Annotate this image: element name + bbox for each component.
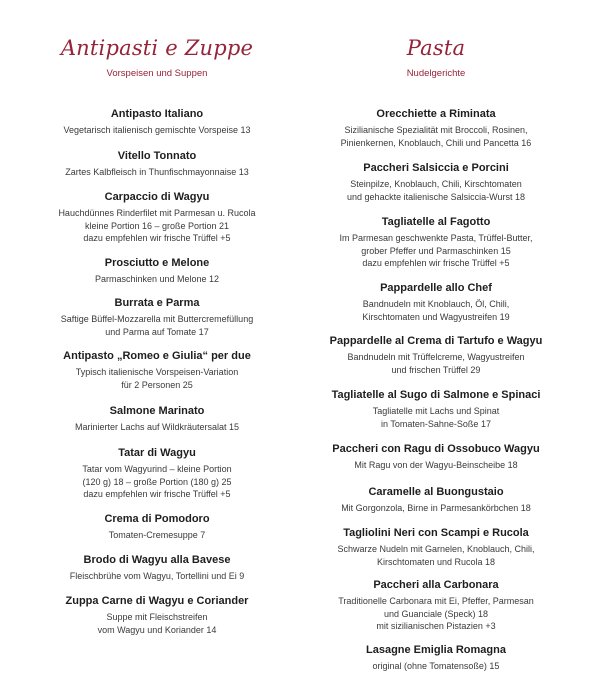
item-desc-line: Tagliatelle mit Lachs und Spinat	[372, 406, 500, 416]
item-desc-line: dazu empfehlen wir frische Trüffel +5	[83, 489, 231, 499]
item-desc-line: Typisch italienische Vorspeisen-Variation	[75, 367, 239, 377]
menu-item	[20, 149, 294, 179]
item-desc-line: kleine Portion 16 – große Portion 21	[84, 220, 230, 231]
section-subtitle: Vorspeisen und Suppen	[106, 68, 208, 79]
item-desc-line: Bandnudeln mit Trüffelcreme, Wagyustreifen	[347, 352, 525, 362]
item-name: Caramelle al Buongustaio	[368, 486, 504, 498]
item-desc-line: Tatar vom Wagyurind – kleine Portion	[82, 464, 232, 474]
item-name: Prosciutto e Melone	[104, 257, 210, 269]
menu-item	[300, 161, 572, 203]
item-desc	[300, 595, 572, 633]
item-desc-line: dazu empfehlen wir frische Trüffel +5	[83, 233, 231, 243]
menu-item	[300, 107, 572, 149]
menu-item	[20, 296, 294, 338]
item-desc-line: Zartes Kalbfleisch in Thunfischmayonnaise 13	[65, 167, 249, 177]
item-desc	[300, 405, 572, 430]
item-desc-line: Vegetarisch italienisch gemischte Vorspeise 13	[63, 125, 251, 135]
item-name: Lasagne Emiglia Romagna	[366, 644, 506, 656]
menu-item	[20, 446, 294, 501]
menu-item	[300, 442, 572, 472]
item-desc-line: Tomaten-Cremesuppe 7	[108, 530, 206, 540]
menu-item	[20, 256, 294, 286]
item-name: Crema di Pomodoro	[104, 513, 210, 525]
item-desc	[300, 543, 572, 568]
item-desc	[20, 313, 294, 338]
item-name: Paccheri Salsiccia e Porcini	[363, 162, 509, 174]
item-desc-line: Mit Gorgonzola, Birne in Parmesankörbchen 18	[341, 503, 531, 513]
item-desc	[300, 178, 572, 203]
menu-item	[300, 485, 572, 515]
item-name: Carpaccio di Wagyu	[104, 191, 210, 203]
item-desc-line: Steinpilze, Knoblauch, Chili, Kirschtomaten	[350, 179, 522, 189]
item-name: Pappardelle al Crema di Tartufo e Wagyu	[329, 335, 543, 347]
item-desc-line: vom Wagyu und Koriander 14	[97, 624, 217, 635]
item-desc-line: Fleischbrühe vom Wagyu, Tortellini und Ei 9	[69, 571, 245, 581]
item-desc	[20, 463, 294, 501]
item-desc-line: Traditionelle Carbonara mit Ei, Pfeffer, Parmesan	[338, 596, 534, 606]
item-name: Pappardelle allo Chef	[380, 282, 492, 294]
item-desc-line: in Tomaten-Sahne-Soße 17	[381, 418, 491, 429]
item-desc-line: Schwarze Nudeln mit Garnelen, Knoblauch, Chili,	[337, 544, 535, 554]
item-desc	[20, 366, 294, 391]
item-desc-line: und Parma auf Tomate 17	[105, 326, 209, 337]
menu-item	[300, 215, 572, 270]
item-desc-line: Marinierter Lachs auf Wildkräutersalat 15	[74, 422, 240, 432]
item-desc	[300, 351, 572, 376]
item-desc-line: mit sizilianischen Pistazien +3	[376, 621, 496, 631]
item-desc-line: Pinienkernen, Knoblauch, Chili und Pancetta 16	[340, 137, 532, 148]
menu-item	[20, 349, 294, 391]
item-name: Tagliatelle al Fagotto	[381, 216, 491, 228]
item-desc-line: und Guanciale (Speck) 18	[383, 608, 489, 619]
section-title: Pasta	[406, 36, 466, 60]
menu-item	[20, 594, 294, 636]
item-desc-line: Kirschtomaten und Wagyustreifen 19	[362, 311, 510, 322]
item-name: Salmone Marinato	[109, 405, 205, 417]
item-name: Burrata e Parma	[114, 297, 200, 309]
section-title: Antipasti e Zuppe	[60, 36, 254, 60]
item-desc-line: und gehackte italienische Salsiccia-Wurst 18	[347, 191, 525, 202]
menu-item	[20, 190, 294, 245]
item-name: Vitello Tonnato	[117, 150, 197, 162]
item-desc-line: Mit Ragu von der Wagyu-Beinscheibe 18	[354, 460, 518, 470]
item-desc-line: original (ohne Tomatensoße) 15	[372, 661, 500, 671]
menu-item	[20, 404, 294, 434]
item-desc	[20, 207, 294, 245]
item-name: Tatar di Wagyu	[118, 447, 196, 459]
section-subtitle: Nudelgerichte	[406, 68, 466, 79]
menu-item	[300, 334, 572, 376]
menu-item	[20, 107, 294, 137]
item-name: Antipasto „Romeo e Giulia“ per due	[63, 350, 251, 362]
item-name: Paccheri alla Carbonara	[373, 579, 499, 591]
item-desc-line: (120 g) 18 – große Portion (180 g) 25	[82, 476, 232, 487]
item-desc-line: Saftige Büffel-Mozzarella mit Buttercremefüllung	[60, 314, 254, 324]
item-desc-line: Hauchdünnes Rinderfilet mit Parmesan u. Rucola	[58, 208, 256, 218]
menu-item	[300, 643, 572, 673]
item-desc-line: Suppe mit Fleischstreifen	[106, 612, 208, 622]
item-desc-line: Sizilianische Spezialität mit Broccoli, Rosinen,	[344, 125, 528, 135]
item-desc-line: für 2 Personen 25	[121, 379, 193, 390]
item-name: Antipasto Italiano	[110, 108, 204, 120]
item-name: Paccheri con Ragu di Ossobuco Wagyu	[332, 443, 540, 455]
menu-item	[20, 553, 294, 583]
item-desc	[300, 232, 572, 270]
item-name: Brodo di Wagyu alla Bavese	[83, 554, 231, 566]
item-name: Tagliolini Neri con Scampi e Rucola	[343, 527, 529, 539]
item-desc-line: und frischen Trüffel 29	[391, 364, 481, 375]
item-desc-line: dazu empfehlen wir frische Trüffel +5	[362, 258, 510, 268]
menu-item	[300, 526, 572, 568]
item-name: Orecchiette a Riminata	[376, 108, 496, 120]
menu-item	[300, 281, 572, 323]
menu-item	[300, 578, 572, 633]
menu-item	[20, 512, 294, 542]
item-desc	[300, 124, 572, 149]
item-name: Zuppa Carne di Wagyu e Coriander	[65, 595, 249, 607]
item-desc-line: grober Pfeffer und Parmaschinken 15	[361, 245, 511, 256]
item-desc-line: Im Parmesan geschwenkte Pasta, Trüffel-Butter,	[339, 233, 533, 243]
item-desc-line: Kirschtomaten und Rucola 18	[376, 556, 496, 567]
item-desc	[300, 298, 572, 323]
item-desc-line: Bandnudeln mit Knoblauch, Öl, Chili,	[362, 299, 510, 309]
item-desc-line: Parmaschinken und Melone 12	[94, 274, 220, 284]
item-desc	[20, 611, 294, 636]
item-name: Tagliatelle al Sugo di Salmone e Spinaci	[331, 389, 541, 401]
menu-item	[300, 388, 572, 430]
